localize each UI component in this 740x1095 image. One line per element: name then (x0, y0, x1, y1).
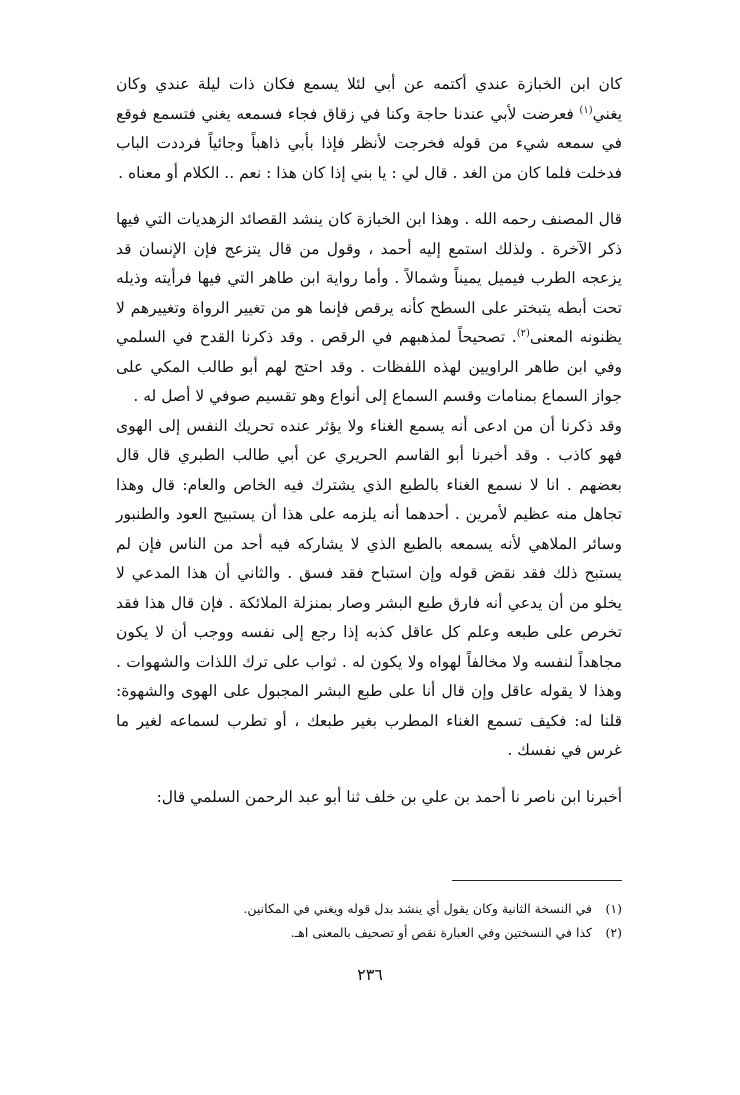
footnote-separator (452, 880, 622, 881)
page-body (116, 70, 622, 812)
paragraph-2-text: قال المصنف رحمه الله . وهذا ابن الخبازة كان ينشد القصائد الزهديات التي فيها ذكر الآخرة . ولذلك استمع إليه أحمد ، وقول من قال يتزعج فإن الإنسان قد يزعجه الطرب فيميل يميناً وشمالاً . وأما رواية ابن طاهر التي فيها فرأيته وذيله تحت أبطه يتبختر على السطح كأنه يرقص فإنما هو من تغيير الرواة وتغييرهم لا يظنونه المعنى (116, 210, 622, 346)
footnote-ref-1: (١) (579, 104, 593, 116)
footnote-2 (116, 921, 622, 945)
page-number: ٢٣٦ (357, 965, 383, 984)
paragraph-1-text-cont: فعرضت لأبي عندنا حاجة وكنا في زقاق فجاء فسمعه يغني فتسمع فوقع في سمعه شيء من قوله فخرجت لأنظر فإذا بأبي ذاهباً وجائياً فرددت الباب فدخلت فلما كان من الغد . قال لي : يا بني إذا كان هذا : نعم .. الكلام أو معناه . (116, 104, 622, 182)
footnote-1-number: (١) (605, 901, 622, 916)
paragraph-1 (116, 70, 622, 188)
footnotes (116, 897, 622, 945)
footnote-2-text: كذا في النسختين وفي العبارة نقص أو تصحيف بالمعنى اهـ. (290, 925, 592, 940)
footnote-ref-2: (٢) (516, 327, 530, 339)
paragraph-2 (116, 205, 622, 412)
footnote-1 (116, 897, 622, 921)
footnote-1-text: في النسخة الثانية وكان يقول أي ينشد بدل قوله ويغني في المكانين. (243, 901, 592, 916)
footnote-2-number: (٢) (605, 925, 622, 940)
paragraph-1-text: كان ابن الخبازة عندي أكتمه عن أبي لئلا يسمع فكان ذات ليلة عندي وكان يغني (116, 75, 622, 123)
paragraph-2-text-cont: . تصحيحاً لمذهبهم في الرقص . وقد ذكرنا القدح في السلمي وفي ابن طاهر الراويين لهذه اللفظات . وقد احتج لهم أبو طالب المكي على جواز السماع بمنامات وقسم السماع إلى أنواع وهو تقسيم صوفي لا أصل له . (116, 328, 622, 405)
paragraph-4: أخبرنا ابن ناصر نا أحمد بن علي بن خلف ثنا أبو عبد الرحمن السلمي قال: (156, 787, 622, 806)
paragraph-3: وقد ذكرنا أن من ادعى أنه يسمع الغناء ولا يؤثر عنده تحريك النفس إلى الهوى فهو كاذب . وقد أخبرنا أبو القاسم الحريري عن أبي طالب الطبري قال قال بعضهم . انا لا نسمع الغناء بالطبع الذي يشترك فيه الخاص والعام: قال وهذا تجاهل منه عظيم لأمرين . أحدهما أنه يلزمه على هذا أن يستبيح العود والطنبور وسائر الملاهي لأنه يسمعه بالطبع الذي لا يشاركه فيه أحد من الناس فإن لم يستبح ذلك فقد نقض قوله وإن استباح فقد فسق . والثاني أن هذا المدعي لا يخلو من أن يدعي أنه فارق طبع البشر وصار بمنزلة الملائكة . فإن قال هذا فقد تخرص على طبعه وعلم كل عاقل كذبه إذا رجع إلى نفسه ووجب أن لا يكون مجاهداً لنفسه ولا مخالفاً لهواه ولا يكون له . ثواب على ترك اللذات والشهوات . وهذا لا يقوله عاقل وإن قال أنا على طبع البشر المجبول على الهوى والشهوة: قلنا له: فكيف تسمع الغناء المطرب بغير طبعك ، أو تطرب لسماعه لغير ما غرس في نفسك . (116, 416, 622, 759)
